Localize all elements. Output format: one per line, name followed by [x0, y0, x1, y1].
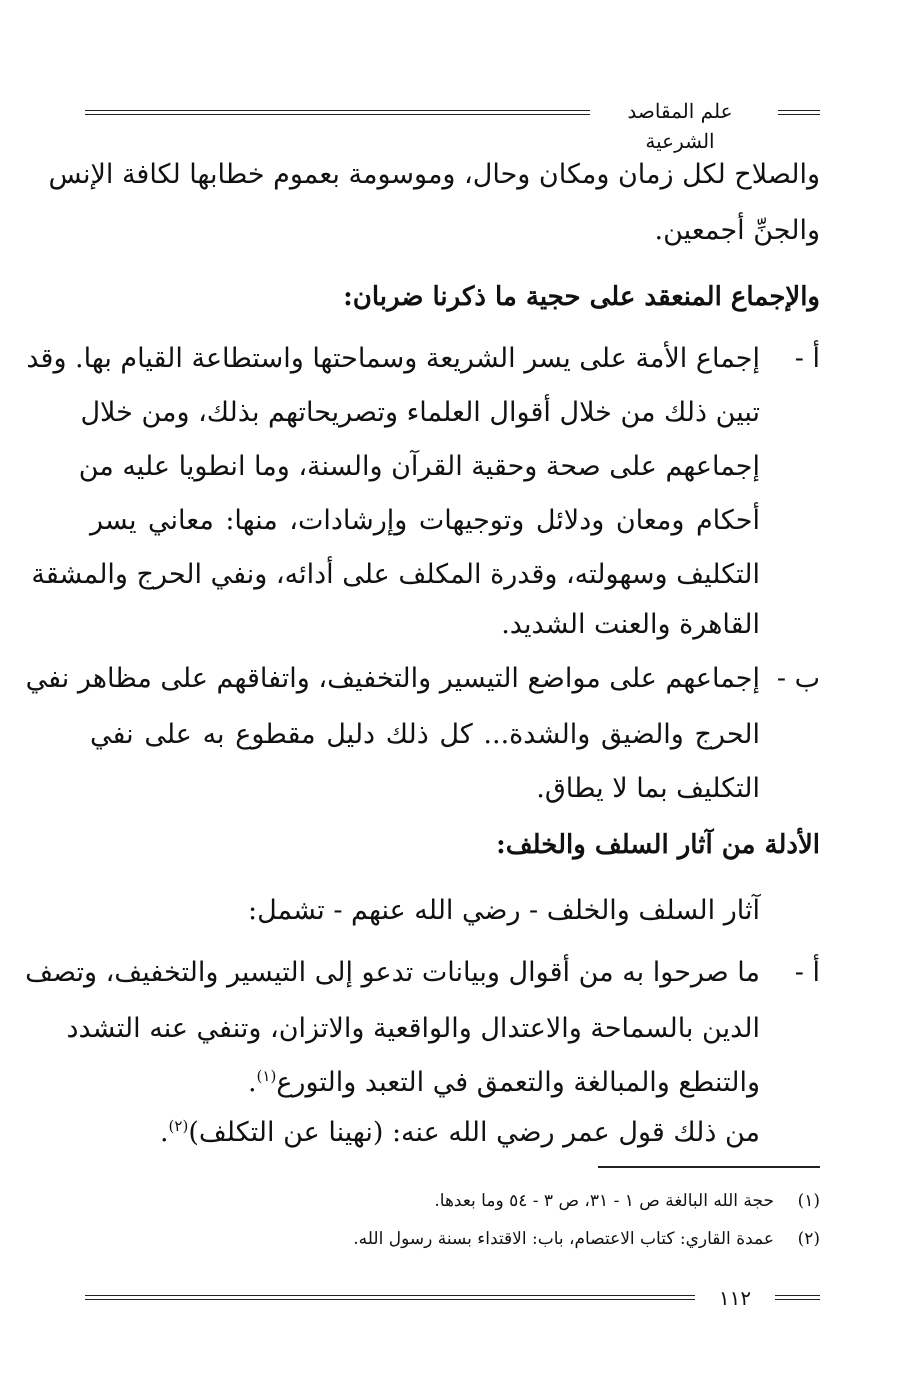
page-footer: [85, 1286, 820, 1310]
list-marker: ب -: [776, 663, 820, 694]
list-item-line: التكليف بما لا يطاق.: [536, 773, 760, 804]
list-item-line: أحكام ومعان ودلائل وتوجيهات وإرشادات، منها: معاني يسر: [90, 505, 760, 536]
punctuation: .: [247, 1067, 257, 1098]
list-item-line: إجماعهم على مواضع التيسير والتخفيف، واتفاقهم على مظاهر نفي: [25, 663, 760, 694]
section-heading: والإجماع المنعقد على حجية ما ذكرنا ضربان:: [343, 282, 820, 312]
list-item-text: والتنطع والمبالغة والتعمق في التعبد والتورع: [276, 1067, 760, 1098]
list-item-line: التكليف وسهولته، وقدرة المكلف على أدائه، ونفي الحرج والمشقة: [31, 559, 760, 590]
list-item-line: ما صرحوا به من أقوال وبيانات تدعو إلى التيسير والتخفيف، وتصف: [25, 957, 760, 988]
paragraph-line: والصلاح لكل زمان ومكان وحال، وموسومة بعموم خطابها لكافة الإنس: [48, 159, 820, 190]
running-header-title: علم المقاصد الشرعية: [627, 99, 733, 153]
footnote: [434, 1188, 820, 1214]
quote-line: [160, 1110, 760, 1156]
footnote-reference: (٢): [168, 1117, 189, 1135]
section-heading: الأدلة من آثار السلف والخلف:: [496, 830, 820, 860]
paragraph-line: آثار السلف والخلف - رضي الله عنهم - تشمل:: [247, 895, 760, 926]
footnote-text: عمدة القاري: كتاب الاعتصام، باب: الاقتداء بسنة رسول الله.: [353, 1229, 774, 1249]
header-rule-long: [85, 110, 590, 115]
list-item-line: إجماعهم على صحة وحقية القرآن والسنة، وما انطويا عليه من: [78, 451, 760, 482]
quote-text: من ذلك قول عمر رضي الله عنه: (نهينا عن التكلف): [188, 1117, 760, 1148]
footnote-separator: [598, 1166, 820, 1168]
list-marker: أ -: [794, 343, 820, 374]
footnote-number: (٢): [797, 1229, 820, 1249]
footnote-text: حجة الله البالغة ص ١ - ٣١، ص ٣ - ٥٤ وما بعدها.: [434, 1191, 774, 1211]
paragraph-line: والجنِّ أجمعين.: [654, 215, 820, 246]
running-header: [85, 96, 820, 153]
list-item-line: تبين ذلك من خلال أقوال العلماء وتصريحاتهم بذلك، ومن خلال: [80, 397, 760, 428]
punctuation: .: [159, 1117, 169, 1148]
footer-rule-short: [775, 1295, 820, 1300]
page-number: ١١٢: [718, 1286, 752, 1310]
footnote-number: (١): [797, 1191, 820, 1211]
list-item-line: الحرج والضيق والشدة... كل ذلك دليل مقطوع به على نفي: [90, 719, 760, 750]
header-rule-short: [778, 110, 820, 115]
list-item-line: إجماع الأمة على يسر الشريعة وسماحتها واستطاعة القيام بها. وقد: [26, 343, 760, 374]
list-marker: أ -: [794, 957, 820, 988]
list-item-line: الدين بالسماحة والاعتدال والواقعية والاتزان، وتنفي عنه التشدد: [66, 1013, 760, 1044]
list-item-line: [248, 1060, 760, 1106]
list-item-line: القاهرة والعنت الشديد.: [501, 609, 760, 640]
footnote: [353, 1226, 820, 1252]
footnote-reference: (١): [256, 1067, 277, 1085]
footer-rule-long: [85, 1295, 695, 1300]
